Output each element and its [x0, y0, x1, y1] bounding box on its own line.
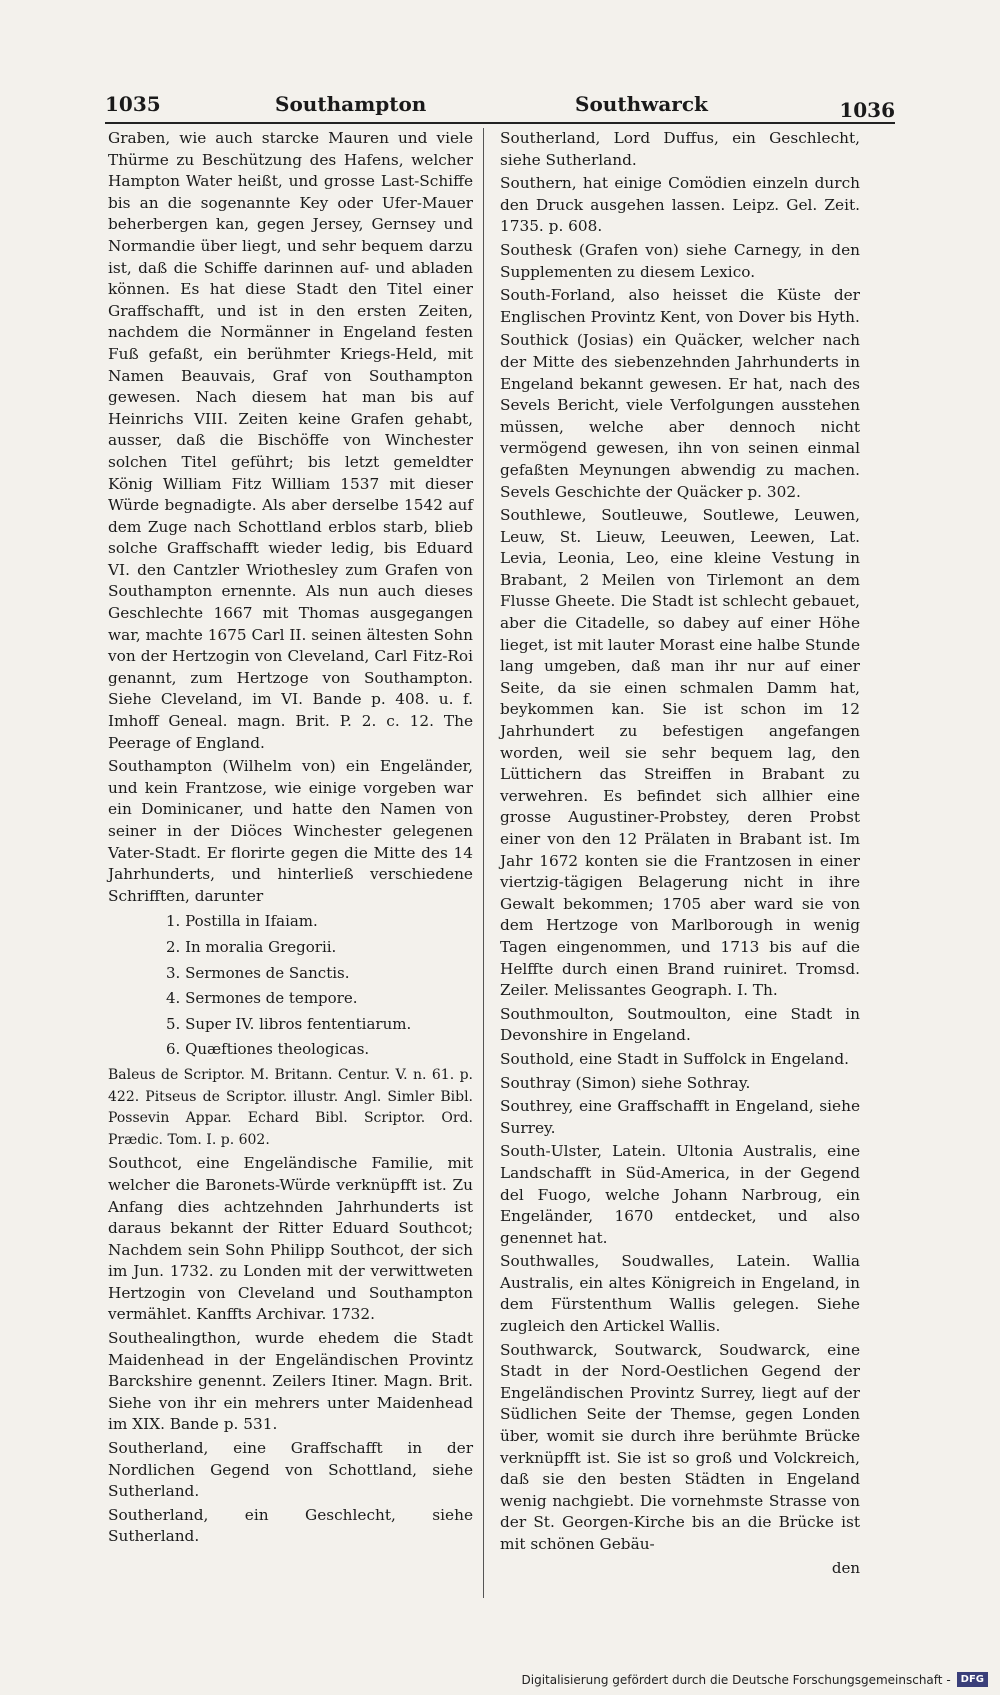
column-divider — [483, 128, 484, 1598]
paragraph: South-Forland, also heisset die Küste der Englischen Provintz Kent, von Dover bis Hyth. — [500, 286, 860, 326]
list-item: 6. Quæftiones theologicas. — [166, 1040, 370, 1059]
page-number-right: 1036 — [839, 98, 895, 122]
list-item: 5. Super IV. libros fententiarum. — [166, 1014, 412, 1033]
list-item: 2. In moralia Gregorii. — [166, 937, 337, 956]
paragraph: Southmoulton, Soutmoulton, eine Stadt in Devonshire in Engeland. — [500, 1004, 860, 1045]
paragraph: Southcot, eine Engeländische Familie, mit welcher die Baronets-Würde verknüpfft ist. Zu Anfang dies achtzehnden Jahrhunderts ist daraus bekannt der Ritter Eduard Southcot; Nachdem sein Sohn Philipp Southcot, der sich im Jun. 1732. zu Londen mit der verwittweten Hertzogin von Cleveland und Southampton vermählet. Kanffts Archivar. 1732. — [108, 1154, 473, 1324]
paragraph: Southrey, eine Graffschafft in Engeland, siehe Surrey. — [500, 1097, 860, 1137]
running-title-left: Southampton — [275, 92, 427, 116]
catchword: den — [831, 1558, 860, 1577]
paragraph: Southerland, ein Geschlecht, siehe Sutherland. — [108, 1505, 473, 1546]
list-item: 1. Postilla in Ifaiam. — [166, 912, 318, 931]
paragraph: Southealingthon, wurde ehedem die Stadt Maidenhead in der Engeländischen Provintz Barckshire genennt. Zeilers Itiner. Magn. Brit. Siehe von ihr ein mehrers unter Maidenhead im XIX. Bande p. 531. — [108, 1329, 473, 1434]
dfg-logo: DFG — [957, 1672, 988, 1687]
left-column — [108, 128, 473, 1550]
list-item: 4. Sermones de tempore. — [166, 989, 358, 1008]
page-header — [105, 92, 895, 124]
page-number-left: 1035 — [105, 92, 161, 116]
paragraph: Southern, hat einige Comödien einzeln durch den Druck ausgehen lassen. Leipz. Gel. Zeit. 1735. p. 608. — [500, 174, 860, 236]
paragraph: Southold, eine Stadt in Suffolck in Engeland. — [500, 1049, 850, 1068]
paragraph: Southwalles, Soudwalles, Latein. Wallia Australis, ein altes Königreich in Engeland, in dem Fürstenthum Wallis gelegen. Siehe zugleich den Artickel Wallis. — [500, 1252, 860, 1336]
footer — [522, 1672, 989, 1687]
right-column — [500, 128, 860, 1579]
paragraph: Southick (Josias) ein Quäcker, welcher nach der Mitte des siebenzehnden Jahrhunderts in Engeland bekannt gewesen. Er hat, nach des Sevels Bericht, viele Verfolgungen ausstehen müssen, welche aber dennoch nicht vermögend gewesen, ihn von seinen einmal gefaßten Meynungen abwendig zu machen. Sevels Geschichte der Quäcker p. 302. — [500, 331, 860, 501]
footer-text: Digitalisierung gefördert durch die Deutsche Forschungsgemeinschaft - — [521, 1672, 951, 1687]
paragraph: Southwarck, Soutwarck, Soudwarck, eine Stadt in der Nord-Oestlichen Gegend der Engeländischen Provintz Surrey, liegt auf der Südlichen Seite der Themse, gegen Londen über, womit sie durch ihre berühmte Brücke verknüpfft ist. Sie ist so groß und Volckreich, daß sie den besten Städten in Engeland wenig nachgiebt. Die vornehmste Strasse von der St. Georgen-Kirche bis an die Brücke ist mit schönen Gebäu- — [500, 1340, 860, 1553]
paragraph: Southerland, Lord Duffus, ein Geschlecht, siehe Sutherland. — [500, 129, 860, 169]
paragraph: South-Ulster, Latein. Ultonia Australis, eine Landschafft in Süd-America, in der Gegend del Fuogo, welche Johann Narbroug, ein Engeländer, 1670 entdecket, und also genennet hat. — [500, 1142, 860, 1247]
paragraph: Southesk (Grafen von) siehe Carnegy, in den Supplementen zu diesem Lexico. — [500, 240, 860, 281]
paragraph: Southampton (Wilhelm von) ein Engeländer, und kein Frantzose, wie einige vorgeben war ein Dominicaner, und hatte den Namen von seiner in der Diöces Winchester gelegenen Vater-Stadt. Er florirte gegen die Mitte des 14 Jahrhunderts, und hinterließ verschiedene Schrifften, darunter — [108, 757, 473, 905]
paragraph: Graben, wie auch starcke Mauren und viele Thürme zu Beschützung des Hafens, welcher Hampton Water heißt, und grosse Last-Schiffe bis an die sogenannte Key oder Ufer-Mauer beherbergen kan, gegen Jersey, Gernsey und Normandie über liegt, und sehr bequem darzu ist, daß die Schiffe darinnen auf- und abladen können. Es hat diese Stadt den Titel einer Graffschafft, und ist in den ersten Zeiten, nachdem die Normänner in Engeland festen Fuß gefaßt, ein berühmter Kriegs-Held, mit Namen Beauvais, Graf von Southampton gewesen. Nach diesem hat man bis auf Heinrichs VIII. Zeiten keine Grafen gehabt, ausser, daß die Bischöffe von Winchester solchen Titel geführt; bis letzt gemeldter König William Fitz William 1537 mit dieser Würde begnadigte. Als aber derselbe 1542 auf dem Zuge nach Schottland erblos starb, blieb solche Graffschafft wieder ledig, bis Eduard VI. den Cantzler Wriothesley zum Grafen von Southampton ernennte. Als nun auch dieses Geschlechte 1667 mit Thomas ausgegangen war, machte 1675 Carl II. seinen ältesten Sohn von der Hertzogin von Cleveland, Carl Fitz-Roi genannt, zum Hertzoge von Southampton. Siehe Cleveland, im VI. Bande p. 408. u. f. Imhoff Geneal. magn. Brit. P. 2. c. 12. The Peerage of England. — [108, 129, 473, 752]
reference-paragraph: Baleus de Scriptor. M. Britann. Centur. V. n. 61. p. 422. Pitseus de Scriptor. illustr. Angl. Simler Bibl. Possevin Appar. Echard Bibl. Scriptor. Ord. Prædic. Tom. I. p. 602. — [108, 1066, 473, 1148]
paragraph: Southray (Simon) siehe Sothray. — [500, 1073, 751, 1092]
paragraph: Southlewe, Soutleuwe, Soutlewe, Leuwen, Leuw, St. Lieuw, Leeuwen, Leewen, Lat. Levia, Leonia, Leo, eine kleine Vestung in Brabant, 2 Meilen von Tirlemont an dem Flusse Gheete. Die Stadt ist schlecht gebauet, aber die Citadelle, so dabey auf einer Höhe lieget, ist mit lauter Morast eine halbe Stunde lang umgeben, daß man ihr nur auf einer Seite, da sie einen schmalen Damm hat, beykommen kan. Sie ist schon im 12 Jahrhundert zu befestigen angefangen worden, weil sie sehr bequem lag, den Lüttichern das Streiffen in Brabant zu verwehren. Es befindet sich allhier eine grosse Augustiner-Probstey, deren Probst einer von den 12 Prälaten in Brabant ist. Im Jahr 1672 konten sie die Frantzosen in einer viertzig-tägigen Belagerung nicht in ihre Gewalt bekommen; 1705 aber ward sie von dem Hertzoge von Marlborough in wenig Tagen eingenommen, und 1713 bis auf die Helffte durch einen Brand ruiniret. Tromsd. Zeiler. Melissantes Geograph. I. Th. — [500, 506, 860, 1000]
running-title-right: Southwarck — [575, 92, 708, 116]
paragraph: Southerland, eine Graffschafft in der Nordlichen Gegend von Schottland, siehe Sutherland. — [108, 1439, 473, 1501]
list-item: 3. Sermones de Sanctis. — [166, 963, 350, 982]
